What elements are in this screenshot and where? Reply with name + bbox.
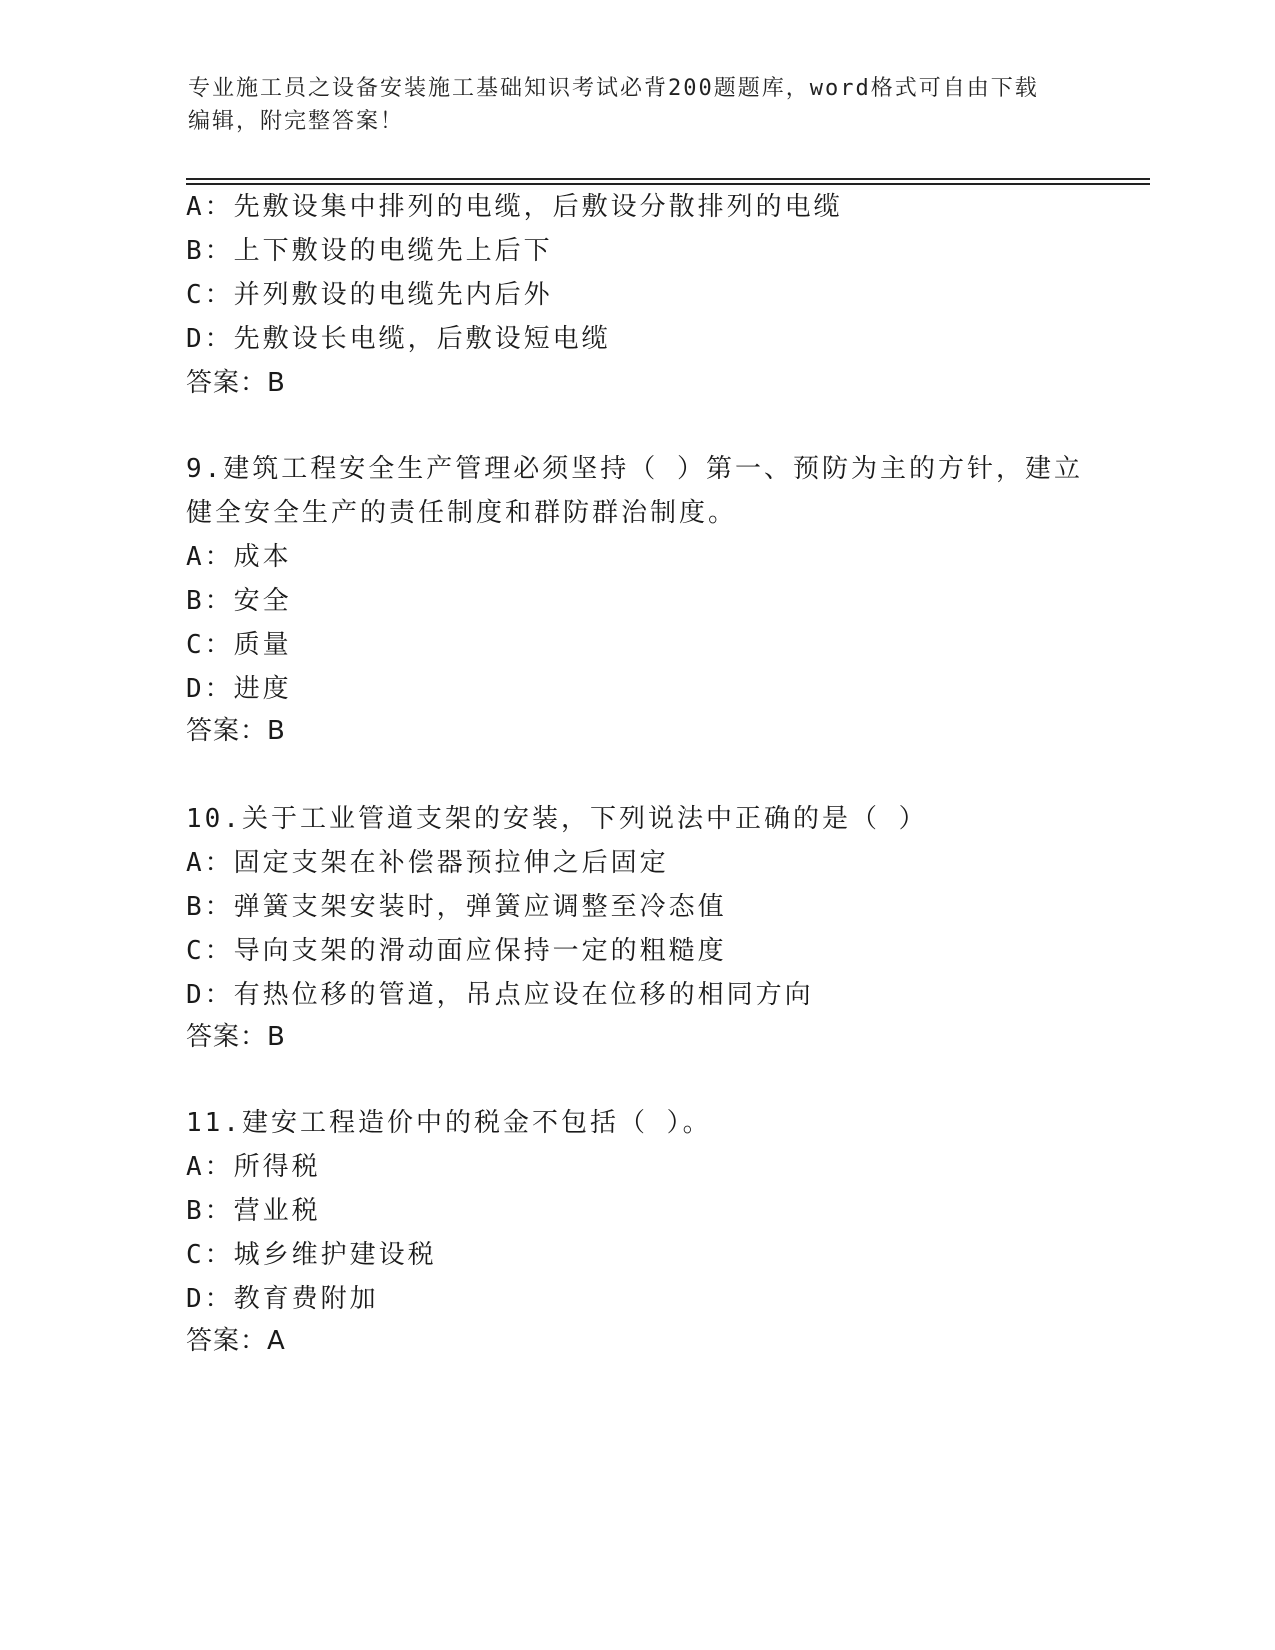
q11-option-b: B：营业税 xyxy=(186,1196,321,1226)
q10-option-a: A：固定支架在补偿器预拉伸之后固定 xyxy=(186,848,669,878)
q9-option-a: A：成本 xyxy=(186,542,292,572)
q8-option-b: B：上下敷设的电缆先上后下 xyxy=(186,236,553,266)
header-line-1: 专业施工员之设备安装施工基础知识考试必背200题题库，word格式可自由下载 xyxy=(188,76,1039,101)
header-divider-top xyxy=(186,178,1150,180)
q9-option-b: B：安全 xyxy=(186,586,292,616)
q9-option-c: C：质量 xyxy=(186,630,292,660)
q11-option-c: C：城乡维护建设税 xyxy=(186,1240,437,1270)
q11-answer: 答案：A xyxy=(186,1326,286,1356)
document-header xyxy=(188,72,1088,138)
header-line-2: 编辑，附完整答案！ xyxy=(188,109,405,134)
q11-option-d: D：教育费附加 xyxy=(186,1284,379,1314)
header-divider-bottom xyxy=(186,183,1150,185)
q11-stem: 11.建安工程造价中的税金不包括（ ）。 xyxy=(186,1108,712,1138)
q10-option-c: C：导向支架的滑动面应保持一定的粗糙度 xyxy=(186,936,727,966)
q8-option-d: D：先敷设长电缆，后敷设短电缆 xyxy=(186,324,611,354)
q10-option-d: D：有热位移的管道，吊点应设在位移的相同方向 xyxy=(186,980,814,1010)
q10-stem: 10.关于工业管道支架的安装，下列说法中正确的是（ ） xyxy=(186,804,928,834)
q9-stem-line-2: 健全安全生产的责任制度和群防群治制度。 xyxy=(186,498,738,528)
q11-option-a: A：所得税 xyxy=(186,1152,321,1182)
q8-option-a: A：先敷设集中排列的电缆，后敷设分散排列的电缆 xyxy=(186,192,843,222)
q8-answer: 答案：B xyxy=(186,368,286,398)
q10-option-b: B：弹簧支架安装时，弹簧应调整至冷态值 xyxy=(186,892,727,922)
q9-answer: 答案：B xyxy=(186,716,286,746)
q9-option-d: D：进度 xyxy=(186,674,292,704)
q8-option-c: C：并列敷设的电缆先内后外 xyxy=(186,280,553,310)
q9-stem-line-1: 9.建筑工程安全生产管理必须坚持（ ）第一、预防为主的方针，建立 xyxy=(186,454,1083,484)
q10-answer: 答案：B xyxy=(186,1022,286,1052)
